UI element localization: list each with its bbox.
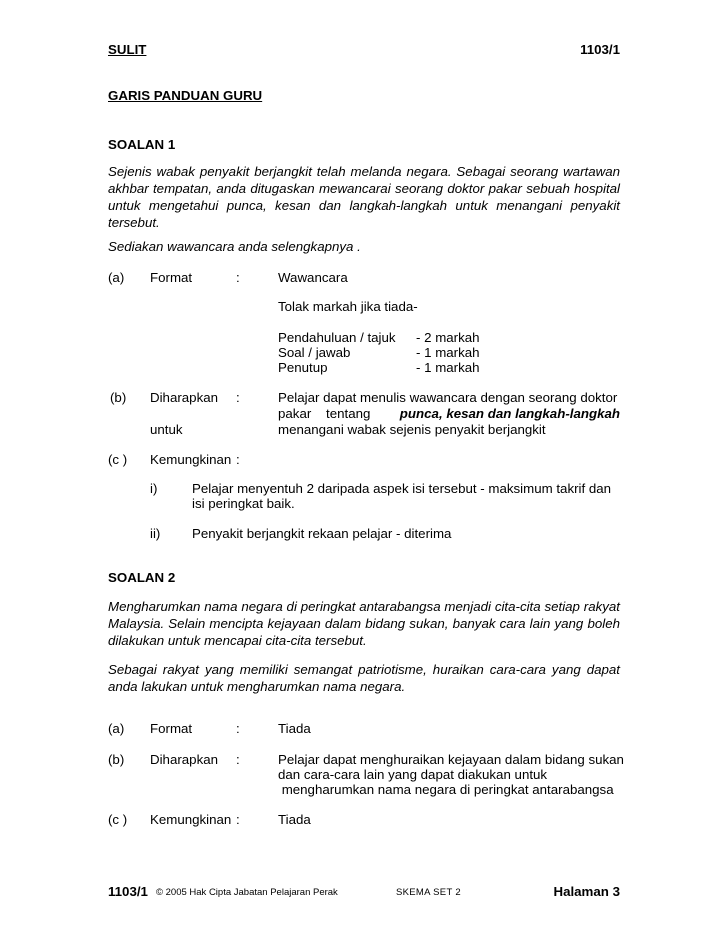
q1-mark-item: Penutup <box>278 360 328 375</box>
header-right: 1103/1 <box>580 42 620 57</box>
q1-c-colon: : <box>236 452 240 467</box>
q1-a-label: (a) <box>108 270 125 285</box>
q2-c-value: Tiada <box>278 812 311 827</box>
q1-mark-item: Soal / jawab <box>278 345 351 360</box>
q2-c-colon: : <box>236 812 240 827</box>
q2-a-key: Format <box>150 721 193 736</box>
q2-question: Mengharumkan nama negara di peringkat antarabangsa menjadi cita-cita setiap rakyat Malaysia. Selain mencipta kejayaan dalam bidang sukan, banyak cara lain yang boleh dilakukan untuk mencapai cita-cita tersebut. <box>108 599 620 648</box>
header-left: SULIT <box>108 42 147 57</box>
footer-set: SKEMA SET 2 <box>396 887 461 898</box>
q1-mark-value: - 1 markah <box>416 345 480 360</box>
q1-question: Sejenis wabak penyakit berjangkit telah melanda negara. Sebagai seorang wartawan akhbar tempatan, anda ditugaskan mewancarai seorang doktor pakar sebuah hospital untuk mengetahui punca, kesan dan langkah-langkah untuk menangani penyakit tersebut. <box>108 164 620 230</box>
q1-a-value: Wawancara <box>278 270 348 285</box>
q2-b-line1: Pelajar dapat menghuraikan kejayaan dalam bidang sukan <box>278 752 624 767</box>
q2-instruction: Sebagai rakyat yang memiliki semangat patriotisme, huraikan cara-cara yang dapat anda lakukan untuk mengharumkan nama negara. <box>108 662 620 694</box>
q1-mark-item: Pendahuluan / tajuk <box>278 330 396 345</box>
q1-b-colon: : <box>236 390 240 405</box>
q2-a-label: (a) <box>108 721 125 736</box>
q1-b-key-cont: untuk <box>150 422 183 437</box>
q2-c-key: Kemungkinan <box>150 812 232 827</box>
q1-a-key: Format <box>150 270 193 285</box>
q1-a-colon: : <box>236 270 240 285</box>
q1-c-i-line1: Pelajar menyentuh 2 daripada aspek isi tersebut - maksimum takrif dan <box>192 481 612 496</box>
q1-b-line2-bold: punca, kesan dan langkah-langkah <box>399 406 620 421</box>
q1-heading: SOALAN 1 <box>108 137 176 152</box>
q1-b-line3: menangani wabak sejenis penyakit berjangkit <box>278 422 546 437</box>
q2-c-label: (c ) <box>108 812 128 827</box>
q1-c-key: Kemungkinan <box>150 452 232 467</box>
q2-b-line2: dan cara-cara lain yang dapat diakukan untuk <box>278 767 548 782</box>
q1-b-line1: Pelajar dapat menulis wawancara dengan seorang doktor <box>278 390 618 405</box>
q1-instruction: Sediakan wawancara anda selengkapnya . <box>108 239 361 254</box>
q1-mark-value: - 1 markah <box>416 360 480 375</box>
q2-b-label: (b) <box>108 752 125 767</box>
q1-c-i-line2: isi peringkat baik. <box>192 496 295 511</box>
q1-b-key: Diharapkan <box>150 390 219 405</box>
q1-c-ii-label: ii) <box>150 526 161 541</box>
q1-a-deduct: Tolak markah jika tiada- <box>278 299 418 314</box>
q1-c-label: (c ) <box>108 452 128 467</box>
footer-code: 1103/1 <box>108 884 148 899</box>
q2-a-value: Tiada <box>278 721 311 736</box>
q1-b-label: (b) <box>110 390 127 405</box>
q2-a-colon: : <box>236 721 240 736</box>
q1-mark-value: - 2 markah <box>416 330 480 345</box>
footer-page-number: Halaman 3 <box>553 884 620 899</box>
q2-heading: SOALAN 2 <box>108 570 176 585</box>
q1-c-ii-text: Penyakit berjangkit rekaan pelajar - diterima <box>192 526 452 541</box>
q2-b-colon: : <box>236 752 240 767</box>
q1-c-i-label: i) <box>150 481 158 496</box>
q2-b-key: Diharapkan <box>150 752 219 767</box>
q1-b-line2 <box>278 406 620 421</box>
footer-copyright: © 2005 Hak Cipta Jabatan Pelajaran Perak <box>156 887 338 898</box>
q1-b-line2-plain: pakar tentang <box>278 406 382 421</box>
q2-b-line3: mengharumkan nama negara di peringkat antarabangsa <box>278 782 614 797</box>
guide-title: GARIS PANDUAN GURU <box>108 88 263 103</box>
